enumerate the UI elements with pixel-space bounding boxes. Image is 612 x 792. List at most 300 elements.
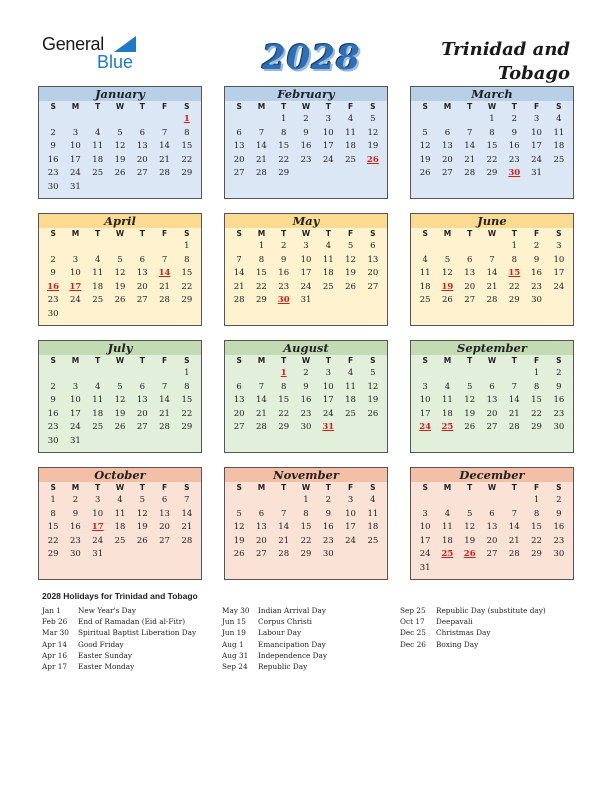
- day-cell: 3: [94, 495, 101, 505]
- month-december: [410, 467, 574, 580]
- day-cell: 14: [181, 508, 193, 519]
- day-cell: 12: [464, 395, 476, 406]
- day-cell: 14: [486, 268, 498, 279]
- day-cell: 24: [322, 154, 334, 165]
- day-cell: 9: [556, 381, 562, 392]
- weekday-label: S: [236, 483, 242, 492]
- day-cell: 3: [325, 114, 331, 124]
- day-cell: 15: [531, 395, 542, 406]
- day-cell: 23: [553, 408, 565, 419]
- holiday-row: [42, 661, 196, 672]
- weekday-label: W: [487, 102, 497, 111]
- holiday-date: Jun 19: [222, 628, 246, 638]
- day-cell: 14: [256, 141, 267, 152]
- day-cell: 28: [159, 295, 170, 306]
- day-cell: 11: [92, 395, 104, 406]
- day-cell: 26: [233, 549, 245, 560]
- day-cell: 6: [466, 254, 473, 265]
- day-cell: 13: [256, 522, 267, 533]
- day-cell: 21: [233, 281, 245, 292]
- weekday-label: S: [236, 356, 242, 365]
- day-cell: 31: [300, 295, 312, 306]
- day-cell: 30: [322, 549, 334, 560]
- holiday-row: [400, 627, 546, 638]
- empty-cell: [64, 240, 86, 254]
- holiday-date: Dec 26: [400, 639, 426, 649]
- empty-cell: [436, 367, 458, 381]
- day-cell: 6: [258, 508, 265, 519]
- holiday-day-cell: 15: [508, 268, 521, 279]
- weekday-label: S: [184, 483, 190, 492]
- holiday-row: [42, 627, 196, 638]
- holiday-day-cell: 17: [91, 522, 104, 533]
- weekday-label: M: [443, 356, 452, 365]
- empty-cell: [87, 240, 109, 254]
- day-cell: 11: [442, 395, 453, 406]
- day-cell: 15: [256, 268, 267, 279]
- month-name: May: [225, 214, 387, 228]
- day-cell: 15: [181, 268, 193, 279]
- day-cell: 17: [419, 408, 431, 419]
- day-cell: 25: [345, 408, 356, 419]
- weekday-label: S: [370, 356, 376, 365]
- day-cell: 26: [114, 168, 126, 179]
- day-cell: 3: [303, 241, 309, 251]
- day-cell: 16: [70, 522, 81, 533]
- weekday-label: W: [487, 356, 497, 365]
- day-cell: 23: [278, 281, 290, 292]
- day-cell: 9: [72, 508, 79, 519]
- day-cell: 6: [139, 127, 145, 138]
- day-cell: 7: [489, 254, 495, 265]
- month-february: [224, 86, 388, 199]
- day-cell: 22: [256, 281, 267, 292]
- holiday-date: Jun 15: [222, 617, 246, 627]
- holiday-date: Aug 1: [222, 639, 244, 649]
- weekday-label: S: [50, 102, 56, 111]
- day-cell: 15: [300, 522, 312, 533]
- day-cell: 1: [184, 241, 190, 251]
- holiday-day-cell: 14: [158, 268, 171, 279]
- holiday-name: Emancipation Day: [258, 639, 326, 649]
- day-cell: 23: [300, 408, 312, 419]
- day-cell: 4: [422, 254, 428, 265]
- empty-cell: [459, 113, 481, 127]
- day-cell: 5: [117, 254, 123, 265]
- holiday-row: [222, 616, 327, 627]
- logo-text-general: General: [42, 34, 104, 54]
- day-cell: 12: [136, 508, 148, 519]
- day-cell: 19: [367, 141, 379, 152]
- day-cell: 14: [464, 141, 476, 152]
- day-grid: [225, 228, 387, 308]
- weekday-label: S: [184, 356, 190, 365]
- holiday-name: Deepavali: [436, 617, 473, 627]
- day-cell: 29: [181, 295, 193, 306]
- day-cell: 8: [303, 508, 309, 519]
- weekday-label: S: [556, 229, 562, 238]
- day-cell: 6: [161, 495, 168, 505]
- day-cell: 4: [347, 114, 354, 124]
- holiday-name: Good Friday: [78, 639, 124, 649]
- holiday-date: Apr 17: [42, 661, 68, 671]
- weekday-label: F: [162, 356, 168, 365]
- day-cell: 27: [464, 295, 476, 306]
- day-grid: [225, 355, 387, 435]
- day-cell: 21: [181, 522, 193, 533]
- day-cell: 23: [322, 535, 334, 546]
- day-cell: 30: [70, 549, 81, 560]
- holiday-row: [400, 616, 546, 627]
- weekday-label: F: [162, 229, 168, 238]
- empty-cell: [131, 113, 153, 127]
- weekday-label: M: [443, 229, 452, 238]
- month-name: February: [225, 87, 387, 101]
- day-cell: 15: [47, 522, 59, 533]
- weekday-label: T: [139, 102, 145, 111]
- day-cell: 1: [511, 241, 517, 251]
- weekday-label: F: [534, 356, 540, 365]
- weekday-label: T: [95, 229, 101, 238]
- weekday-label: T: [511, 102, 517, 111]
- empty-cell: [153, 240, 175, 254]
- holiday-row: [222, 627, 327, 638]
- day-cell: 4: [325, 241, 331, 251]
- day-cell: 10: [92, 508, 104, 519]
- weekday-label: T: [325, 102, 331, 111]
- day-cell: 6: [139, 381, 145, 392]
- day-cell: 23: [300, 154, 312, 165]
- day-cell: 24: [345, 535, 356, 546]
- weekday-label: T: [281, 102, 287, 111]
- day-cell: 8: [184, 381, 190, 392]
- empty-cell: [153, 367, 175, 381]
- day-cell: 15: [181, 141, 193, 152]
- day-cell: 18: [92, 281, 104, 292]
- day-cell: 21: [508, 535, 520, 546]
- holiday-day-cell: 26: [463, 549, 476, 560]
- empty-cell: [42, 367, 64, 381]
- day-cell: 8: [533, 381, 540, 392]
- day-cell: 9: [533, 254, 540, 265]
- day-cell: 25: [92, 295, 104, 306]
- day-cell: 5: [370, 368, 376, 378]
- day-cell: 17: [419, 535, 431, 546]
- month-november: [224, 467, 388, 580]
- weekday-label: T: [139, 356, 145, 365]
- day-cell: 15: [486, 141, 498, 152]
- day-cell: 30: [47, 181, 59, 192]
- day-cell: 18: [345, 395, 356, 406]
- weekday-label: T: [325, 483, 331, 492]
- day-cell: 13: [233, 141, 245, 152]
- day-cell: 20: [136, 408, 148, 419]
- weekday-label: T: [139, 229, 145, 238]
- day-grid: [225, 101, 387, 181]
- day-cell: 14: [159, 395, 170, 406]
- holiday-name: Republic Day (substitute day): [436, 606, 546, 615]
- day-cell: 27: [486, 422, 498, 433]
- day-cell: 12: [464, 522, 476, 533]
- day-cell: 6: [236, 127, 242, 138]
- day-cell: 11: [92, 268, 104, 279]
- month-october: [38, 467, 202, 580]
- month-name: March: [411, 87, 573, 101]
- day-cell: 17: [300, 268, 312, 279]
- holiday-day-cell: 16: [47, 281, 60, 292]
- holiday-row: [400, 605, 546, 616]
- day-cell: 14: [233, 268, 245, 279]
- day-cell: 10: [553, 254, 565, 265]
- day-cell: 1: [489, 114, 495, 124]
- holiday-date: Sep 25: [400, 606, 426, 615]
- day-cell: 10: [345, 508, 356, 519]
- day-grid: [411, 482, 573, 576]
- empty-cell: [250, 367, 272, 381]
- holiday-row: [222, 639, 327, 650]
- day-cell: 7: [161, 254, 168, 265]
- weekday-label: T: [281, 229, 287, 238]
- day-cell: 3: [72, 254, 79, 265]
- day-cell: 20: [486, 408, 498, 419]
- day-cell: 7: [280, 508, 287, 519]
- day-cell: 29: [300, 549, 312, 560]
- weekday-label: T: [511, 356, 517, 365]
- holiday-date: Sep 24: [222, 661, 248, 671]
- empty-cell: [228, 494, 250, 508]
- day-cell: 24: [419, 549, 431, 560]
- day-cell: 4: [444, 381, 451, 392]
- day-cell: 22: [278, 408, 290, 419]
- day-cell: 24: [92, 535, 104, 546]
- weekday-label: T: [325, 356, 331, 365]
- day-cell: 8: [184, 127, 190, 138]
- day-cell: 21: [464, 154, 476, 165]
- day-cell: 23: [47, 295, 59, 306]
- day-cell: 2: [50, 127, 56, 138]
- day-cell: 6: [236, 381, 242, 392]
- day-cell: 17: [322, 141, 334, 152]
- day-cell: 24: [322, 408, 334, 419]
- holiday-date: Oct 17: [400, 617, 425, 627]
- day-cell: 22: [531, 408, 542, 419]
- day-cell: 31: [531, 168, 542, 179]
- day-cell: 2: [556, 495, 562, 505]
- day-cell: 26: [442, 295, 453, 306]
- weekday-label: T: [281, 356, 287, 365]
- weekday-label: F: [348, 229, 354, 238]
- day-cell: 9: [325, 508, 331, 519]
- day-cell: 9: [50, 268, 56, 279]
- day-cell: 20: [464, 281, 476, 292]
- day-cell: 31: [92, 549, 104, 560]
- day-cell: 16: [47, 154, 59, 165]
- day-cell: 4: [94, 381, 101, 392]
- day-cell: 7: [161, 381, 168, 392]
- day-cell: 21: [159, 154, 170, 165]
- day-cell: 7: [511, 508, 517, 519]
- day-cell: 21: [159, 281, 170, 292]
- weekday-label: M: [443, 483, 452, 492]
- month-name: June: [411, 214, 573, 228]
- day-cell: 28: [233, 295, 245, 306]
- day-cell: 7: [258, 127, 265, 138]
- day-cell: 24: [70, 422, 81, 433]
- day-cell: 24: [70, 168, 81, 179]
- day-cell: 19: [367, 395, 379, 406]
- weekday-label: T: [325, 229, 331, 238]
- day-cell: 5: [370, 114, 376, 124]
- day-cell: 23: [47, 168, 59, 179]
- weekday-label: W: [301, 229, 311, 238]
- day-cell: 8: [533, 508, 540, 519]
- month-march: [410, 86, 574, 199]
- day-cell: 27: [136, 295, 148, 306]
- weekday-label: W: [115, 483, 125, 492]
- holiday-name: Republic Day: [258, 661, 308, 671]
- day-cell: 19: [136, 522, 148, 533]
- holiday-day-cell: 26: [366, 154, 379, 165]
- day-cell: 28: [181, 535, 193, 546]
- day-cell: 12: [114, 395, 126, 406]
- day-cell: 10: [70, 141, 81, 152]
- day-cell: 18: [419, 281, 431, 292]
- weekday-label: F: [534, 483, 540, 492]
- day-cell: 2: [511, 114, 517, 124]
- day-cell: 7: [511, 381, 517, 392]
- day-grid: [411, 228, 573, 308]
- holiday-day-cell: 17: [69, 281, 82, 292]
- country-title-line2: Tobago: [497, 63, 570, 84]
- day-cell: 27: [136, 422, 148, 433]
- day-cell: 5: [466, 381, 473, 392]
- weekday-label: M: [71, 356, 80, 365]
- day-cell: 31: [70, 435, 81, 446]
- weekday-label: W: [115, 102, 125, 111]
- holiday-name: Easter Monday: [78, 661, 135, 671]
- holiday-name: End of Ramadan (Eid al-Fitr): [78, 617, 186, 627]
- weekday-label: S: [184, 229, 190, 238]
- weekday-label: T: [467, 356, 473, 365]
- weekday-label: S: [184, 102, 190, 111]
- day-cell: 29: [47, 549, 59, 560]
- day-cell: 6: [489, 508, 495, 519]
- weekday-label: F: [534, 229, 540, 238]
- general-blue-logo: [42, 34, 142, 74]
- day-cell: 9: [50, 141, 56, 152]
- day-cell: 13: [442, 141, 453, 152]
- holiday-row: [222, 661, 327, 672]
- empty-cell: [64, 367, 86, 381]
- holiday-name: Easter Sunday: [78, 650, 133, 660]
- weekday-label: S: [556, 102, 562, 111]
- day-cell: 4: [370, 495, 376, 505]
- day-cell: 15: [278, 395, 290, 406]
- holiday-name: Christmas Day: [436, 628, 491, 638]
- day-cell: 28: [508, 549, 520, 560]
- day-cell: 6: [139, 254, 145, 265]
- day-cell: 24: [300, 281, 312, 292]
- holiday-name: Spiritual Baptist Liberation Day: [78, 628, 197, 638]
- day-cell: 6: [489, 381, 495, 392]
- day-cell: 2: [280, 241, 287, 251]
- holiday-name: Independence Day: [258, 650, 327, 660]
- weekday-label: M: [257, 229, 266, 238]
- day-cell: 25: [92, 168, 104, 179]
- day-cell: 26: [114, 295, 126, 306]
- weekday-label: S: [422, 229, 428, 238]
- empty-cell: [436, 113, 458, 127]
- day-cell: 23: [553, 535, 565, 546]
- day-cell: 8: [489, 127, 495, 138]
- holiday-name: Labour Day: [258, 628, 302, 638]
- day-cell: 3: [72, 127, 79, 138]
- day-cell: 28: [464, 168, 476, 179]
- empty-cell: [459, 367, 481, 381]
- day-cell: 22: [181, 281, 193, 292]
- day-cell: 21: [256, 154, 267, 165]
- day-cell: 2: [556, 368, 562, 378]
- day-cell: 5: [139, 495, 145, 505]
- empty-cell: [153, 113, 175, 127]
- day-cell: 2: [533, 241, 540, 251]
- day-cell: 10: [419, 522, 431, 533]
- day-cell: 27: [159, 535, 170, 546]
- weekday-label: F: [162, 102, 168, 111]
- day-cell: 17: [553, 268, 565, 279]
- weekday-label: F: [348, 483, 354, 492]
- day-cell: 14: [159, 141, 170, 152]
- holiday-date: Aug 31: [222, 650, 249, 660]
- weekday-label: T: [467, 483, 473, 492]
- empty-cell: [131, 367, 153, 381]
- empty-cell: [481, 240, 503, 254]
- empty-cell: [109, 240, 131, 254]
- day-cell: 27: [367, 281, 379, 292]
- day-cell: 7: [161, 127, 168, 138]
- day-cell: 29: [256, 295, 267, 306]
- day-cell: 22: [278, 154, 290, 165]
- day-cell: 11: [345, 127, 356, 138]
- month-july: [38, 340, 202, 453]
- day-cell: 20: [233, 408, 245, 419]
- month-name: November: [225, 468, 387, 482]
- calendar-year: 2028: [262, 38, 361, 78]
- day-cell: 16: [553, 395, 565, 406]
- empty-cell: [42, 113, 64, 127]
- day-cell: 10: [419, 395, 431, 406]
- holiday-day-cell: 30: [277, 295, 290, 306]
- holiday-row: [400, 639, 546, 650]
- holiday-row: [222, 605, 327, 616]
- weekday-label: W: [115, 356, 125, 365]
- day-cell: 15: [531, 522, 542, 533]
- day-grid: [39, 101, 201, 195]
- holiday-row: [42, 605, 196, 616]
- weekday-label: M: [71, 483, 80, 492]
- day-cell: 13: [159, 508, 170, 519]
- day-cell: 21: [159, 408, 170, 419]
- holiday-name: Indian Arrival Day: [258, 606, 326, 615]
- weekday-label: T: [467, 229, 473, 238]
- empty-cell: [131, 240, 153, 254]
- day-cell: 9: [50, 395, 56, 406]
- day-cell: 24: [553, 281, 565, 292]
- weekday-label: T: [511, 229, 517, 238]
- day-cell: 17: [531, 141, 542, 152]
- day-cell: 25: [345, 154, 356, 165]
- day-grid: [411, 101, 573, 181]
